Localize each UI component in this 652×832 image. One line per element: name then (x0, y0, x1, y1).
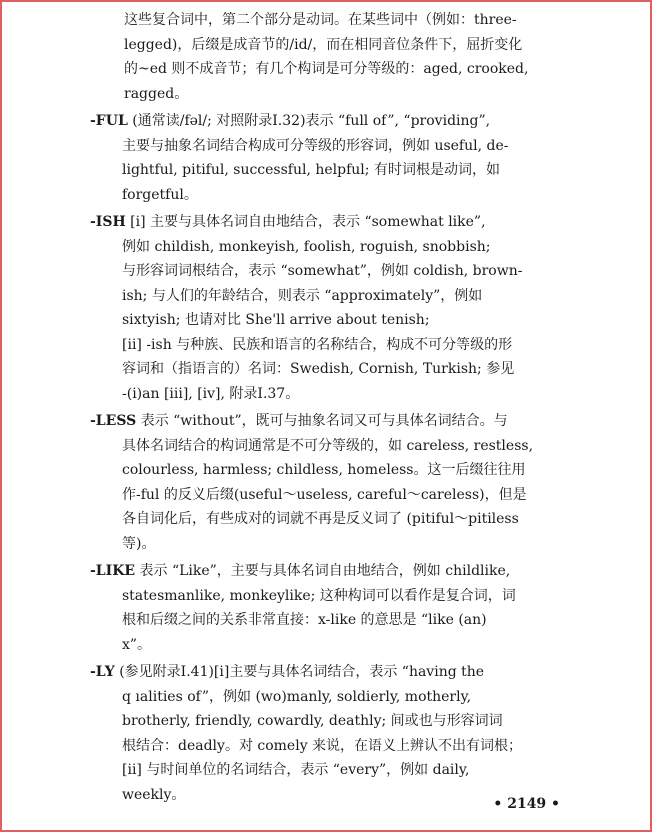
entry-like (90, 559, 578, 657)
text-line: 与形容词词根结合，表示 “somewhat”，例如 coldish, brown- (122, 263, 523, 279)
text-line: ish; 与人们的年龄结合，则表示 “approximately”，例如 (122, 287, 483, 304)
entry-head: -FUL (90, 113, 128, 129)
text-line: forgetful。 (122, 186, 198, 203)
entry-head: -LIKE (90, 563, 136, 579)
entry-head: -LY (90, 664, 115, 680)
text-line: lightful, pitiful, successful, helpful; 有时词根是动词，如 (122, 162, 500, 178)
text-line: 例如 childish, monkeyish, foolish, roguish, snobbish; (122, 238, 491, 255)
text-line: brotherly, friendly, cowardly, deathly; 间或也与形容词词 (122, 713, 503, 729)
entry-first-line: (通常读/fəl/; 对照附录Ⅰ.32)表示 “full of”, “providing”, (127, 113, 491, 129)
text-line: ragged。 (124, 85, 189, 102)
entry-first-line: 表示 “without”，既可与抽象名词又可与具体名词结合。与 (136, 413, 508, 429)
entry-ly (90, 660, 578, 807)
entry-head: -ISH (90, 214, 126, 230)
intro-paragraph (90, 8, 578, 106)
text-line: sixtyish; 也请对比 She'll arrive about tenish; (122, 312, 430, 328)
text-line: x”。 (122, 636, 152, 653)
entry-first-line: 表示 “Like”，主要与具体名词自由地结合，例如 childlike, (135, 563, 511, 579)
entry-first-line: [i] 主要与具体名词自由地结合，表示 “somewhat like”, (125, 214, 486, 230)
text-line: 具体名词结合的构词通常是不可分等级的，如 careless, restless, (122, 437, 534, 454)
text-line: 的~ed 则不成音节；有几个构词是可分等级的：aged, crooked, (124, 61, 529, 77)
entry-head: -LESS (90, 413, 137, 429)
text-line: 根结合：deadly。对 comely 来说，在语义上辨认不出有词根； (122, 737, 523, 754)
text-line: [ii] -ish 与种族、民族和语言的名称结合，构成不可分等级的形 (122, 336, 513, 353)
text-line: weekly。 (122, 786, 186, 803)
text-line: -(i)an [iii], [iv], 附录Ⅰ.37。 (122, 385, 300, 402)
text-line: 主要与抽象名词结合构成可分等级的形容词，例如 useful, de- (122, 137, 509, 154)
entry-less (90, 409, 578, 556)
text-line: 容词和（指语言的）名词：Swedish, Cornish, Turkish; 参见 (122, 361, 515, 377)
text-line: statesmanlike, monkeylike; 这种构词可以看作是复合词，词 (122, 587, 516, 604)
text-line: 各自词化后，有些成对的词就不再是反义词了 (pitiful～pitiless (122, 511, 519, 527)
text-line: 作-ful 的反义后缀(useful～useless, careful～careless)，但是 (122, 486, 527, 503)
document-page (90, 8, 578, 810)
text-line: 根和后缀之间的关系非常直接：x-like 的意思是 “like (an) (122, 612, 487, 628)
entry-first-line: (参见附录Ⅰ.41)[i]主要与具体名词结合，表示 “having the (114, 664, 485, 680)
text-line: q ıalities of”，例如 (wo)manly, soldierly, motherly, (122, 688, 472, 705)
entry-ful (90, 109, 578, 207)
entry-ish (90, 210, 578, 406)
text-line: colourless, harmless; childless, homeless。这一后缀往往用 (122, 462, 526, 478)
text-line: [ii] 与时间单位的名词结合，表示 “every”，例如 daily, (122, 762, 470, 778)
text-line: 等)。 (122, 535, 156, 552)
text-line: legged)，后缀是成音节的/id/，而在相同音位条件下，屈折变化 (124, 36, 523, 53)
text-line: 这些复合词中，第二个部分是动词。在某些词中（例如：three- (124, 12, 517, 28)
page-number: • 2149 • (493, 796, 560, 812)
